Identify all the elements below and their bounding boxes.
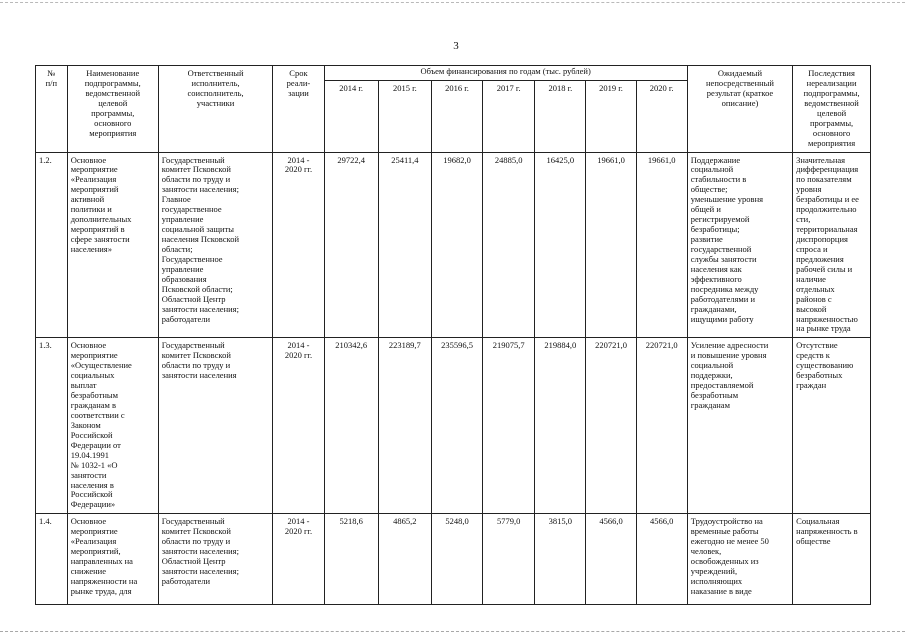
header-row [36,66,871,81]
header-year-2019: 2019 г. [586,80,636,152]
row-executor: Государственный комитет Псковской области по труду и занятости населения; Главное государственное управление социальной защиты населения Псковской области; Государственное управление образования Псковской области; Областной Центр занятости населения; работодатели [158,152,273,338]
row-value-2018: 219884,0 [535,338,586,514]
row-consequences: Отсутствие средств к существованию безработных граждан [793,338,871,514]
financing-table [35,65,871,605]
row-value-2020: 4566,0 [636,514,687,605]
row-result: Трудоустройство на временные работы ежегодно не менее 50 человек, освобожденных из учреждений, исполняющих наказание в виде [687,514,792,605]
header-year-2014: 2014 г. [324,80,378,152]
header-year-2018: 2018 г. [535,80,586,152]
row-value-2014: 5218,6 [324,514,378,605]
row-result: Усиление адресности и повышение уровня социальной поддержки, предоставляемой безработным гражданам [687,338,792,514]
row-value-2015: 223189,7 [378,338,431,514]
row-value-2016: 235596,5 [431,338,482,514]
scan-edge-bottom [0,631,905,632]
header-year-2016: 2016 г. [431,80,482,152]
row-value-2018: 3815,0 [535,514,586,605]
row-name: Основное мероприятие «Осуществление социальных выплат безработным гражданам в соответствии с Законом Российской Федерации от 19.04.1991 № 1032-1 «О занятости населения в Российской Федерации» [67,338,158,514]
row-value-2019: 220721,0 [586,338,636,514]
row-value-2020: 220721,0 [636,338,687,514]
scan-edge-top [0,2,905,3]
row-value-2014: 210342,6 [324,338,378,514]
row-consequences: Социальная напряженность в обществе [793,514,871,605]
table-row [36,514,871,605]
row-value-2017: 24885,0 [483,152,535,338]
header-executor: Ответственный исполнитель, соисполнитель, участники [158,66,273,153]
row-value-2019: 19661,0 [586,152,636,338]
row-consequences: Значительная дифференциация по показателям уровня безработицы и ее продолжительно сти, территориальная диспропорция спроса и предложения рабочей силы и наличие отдельных районов с высокой напряженностью на рынке труда [793,152,871,338]
row-result: Поддержание социальной стабильности в обществе; уменьшение уровня общей и регистрируемой безработицы; развитие государственной службы занятости населения как эффективного посредника между работодателями и гражданами, ищущими работу [687,152,792,338]
row-value-2014: 29722,4 [324,152,378,338]
header-no: № п/п [36,66,68,153]
row-value-2016: 5248,0 [431,514,482,605]
row-value-2017: 5779,0 [483,514,535,605]
header-year-2015: 2015 г. [378,80,431,152]
header-funding: Объем финансирования по годам (тыс. рублей) [324,66,687,81]
table-row [36,152,871,338]
row-value-2016: 19682,0 [431,152,482,338]
page-number: 3 [453,40,459,52]
row-executor: Государственный комитет Псковской области по труду и занятости населения; Областной Центр занятости населения; работодатели [158,514,273,605]
row-value-2020: 19661,0 [636,152,687,338]
header-year-2020: 2020 г. [636,80,687,152]
header-consequences: Последствия нереализации подпрограммы, ведомственной целевой программы, основного мероприятия [793,66,871,153]
row-number: 1.2. [36,152,68,338]
table-row [36,338,871,514]
row-number: 1.4. [36,514,68,605]
header-term: Срок реали- зации [273,66,324,153]
row-value-2018: 16425,0 [535,152,586,338]
row-number: 1.3. [36,338,68,514]
row-value-2017: 219075,7 [483,338,535,514]
row-value-2015: 25411,4 [378,152,431,338]
row-name: Основное мероприятие «Реализация мероприятий, направленных на снижение напряженности на рынке труда, для [67,514,158,605]
header-result: Ожидаемый непосредственный результат (краткое описание) [687,66,792,153]
row-value-2015: 4865,2 [378,514,431,605]
row-term: 2014 - 2020 гг. [273,338,324,514]
row-value-2019: 4566,0 [586,514,636,605]
row-term: 2014 - 2020 гг. [273,152,324,338]
header-year-2017: 2017 г. [483,80,535,152]
row-executor: Государственный комитет Псковской области по труду и занятости населения [158,338,273,514]
header-name: Наименование подпрограммы, ведомственной целевой программы, основного мероприятия [67,66,158,153]
row-term: 2014 - 2020 гг. [273,514,324,605]
row-name: Основное мероприятие «Реализация мероприятий активной политики и дополнительных мероприятий в сфере занятости населения» [67,152,158,338]
